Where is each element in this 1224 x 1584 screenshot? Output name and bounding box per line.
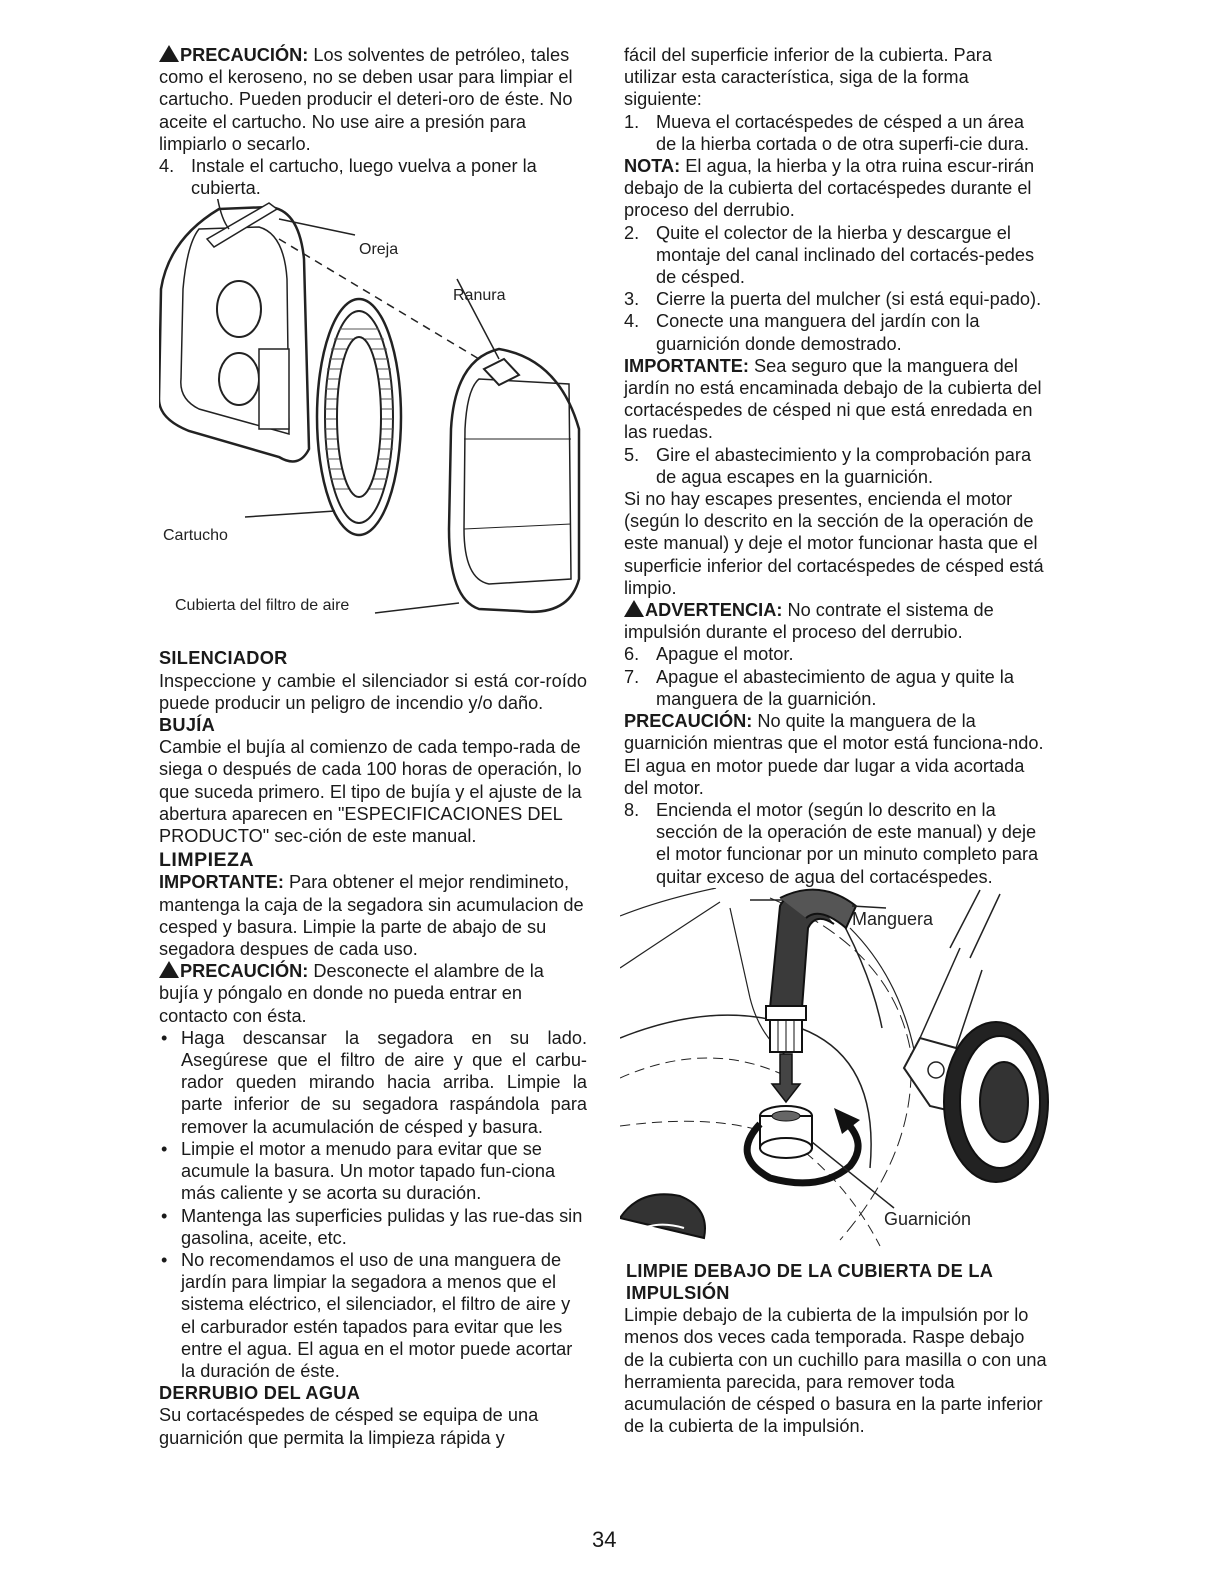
importante-label: IMPORTANTE: (624, 355, 749, 376)
hose-figure (620, 888, 1044, 1260)
step-text: Gire el abastecimiento y la comprobación para de agua escapes en la guarnición. (656, 444, 1032, 487)
step-text: Quite el colector de la hierba y descargue el montaje del canal inclinado del cortacés-pedes de césped. (656, 222, 1035, 288)
step-number: 4. (624, 311, 640, 332)
nota-text: El agua, la hierba y la otra ruina escur-rirán debajo de la cubierta del cortacéspedes durante el proceso del derrubio. (624, 156, 1035, 221)
derrubio-text: Su cortacéspedes de césped se equipa de una guarnición que permita la limpieza rápida y (159, 1405, 539, 1448)
bullet-text: Haga descansar la segadora en su lado. Asegúrese que el filtro de aire y que el carbu-rador queden mirando hacia arriba. Limpie la parte inferior de su segadora raspándola para remover la acumulación de césped y basura. (181, 1027, 587, 1137)
step-number: 8. (624, 799, 640, 820)
step-3 (624, 288, 1048, 310)
nota-paragraph (624, 155, 1048, 222)
precaucion-text: No quite la manguera de la guarnición mientras que el motor está funciona-ndo. El agua en motor puede dar lugar a vida acortada del motor. (624, 711, 1044, 798)
label-cubierta-filtro: Cubierta del filtro de aire (175, 597, 350, 615)
precaution-text: Desconecte el alambre de la bujía y póngalo en donde no pueda entrar en contacto con ésta. (159, 961, 544, 1026)
bullet-marker: • (161, 1138, 168, 1159)
precaution-label: PRECAUCIÓN: (180, 961, 309, 982)
bullet-marker: • (161, 1249, 168, 1270)
label-manguera: Manguera (852, 908, 934, 929)
importante-text: Para obtener el mejor rendimineto, mantenga la caja de la segadora sin acumulacion de cesped y basura. Limpie la parte de abajo de su segadora despues de cada uso. (159, 872, 584, 960)
precaucion-paragraph (624, 710, 1048, 799)
advertencia-text: No contrate el sistema de impulsión durante el proceso del derrubio. (624, 600, 994, 643)
label-ranura: Ranura (453, 287, 506, 305)
step-text: Apague el motor. (656, 644, 794, 665)
importante-paragraph (159, 871, 587, 960)
precaution-2-paragraph (159, 960, 587, 1027)
warning-triangle-icon (159, 45, 179, 62)
importante-text: Sea seguro que la manguera del jardín no está encaminada debajo de la cubierta del cortacéspedes de césped ni que está enredada en las ruedas. (624, 355, 1042, 443)
warning-triangle-icon (624, 600, 644, 617)
step-number: 5. (624, 444, 640, 465)
advertencia-paragraph (624, 599, 1048, 643)
precaution-paragraph (159, 44, 587, 155)
silenciador-heading: SILENCIADOR (159, 648, 288, 669)
step-1 (624, 111, 1048, 155)
step-text: Apague el abastecimiento de agua y quite la manguera de la guarnición. (656, 666, 1014, 709)
air-filter-figure (159, 199, 587, 647)
motor-paragraph: Si no hay escapes presentes, encienda el motor (según lo descrito en la sección de la operación de este manual) y deje el motor funcionar hasta que el superficie inferior del cortacéspedes de césped está limpio. (624, 489, 1044, 598)
limpie-text: Limpie debajo de la cubierta de la impulsión por lo menos dos veces cada temporada. Raspe debajo de la cubierta con un cuchillo para masilla o con una herramienta parecida, para remover toda acumulación de césped o basura en la parte inferior de la cubierta de la impulsión. (624, 1305, 1047, 1437)
bujia-heading: BUJÍA (159, 715, 216, 736)
step-text: Instale el cartucho, luego vuelva a poner la cubierta. (191, 156, 537, 199)
label-cartucho: Cartucho (163, 527, 228, 545)
nota-label: NOTA: (624, 156, 681, 177)
importante-paragraph (624, 355, 1048, 444)
step-number: 3. (624, 289, 640, 310)
step-number: 2. (624, 222, 640, 243)
importante-label: IMPORTANTE: (159, 872, 284, 893)
step-8 (624, 799, 1048, 888)
bullet-item (159, 1249, 587, 1382)
step-5 (624, 444, 1048, 488)
left-column (159, 44, 587, 1449)
limpie-heading: LIMPIE DEBAJO DE LA CUBIERTA DE LA IMPULSIÓN (626, 1260, 993, 1303)
step-text: Cierre la puerta del mulcher (si está equi-pado). (656, 289, 1042, 310)
precaution-label: PRECAUCIÓN: (180, 45, 309, 65)
advertencia-label: ADVERTENCIA: (645, 600, 783, 621)
step-text: Encienda el motor (según lo descrito en la sección de la operación de este manual) y deje el motor funcionar por un minuto completo para quitar exceso de agua del cortacéspedes. (656, 799, 1039, 887)
bujia-text: Cambie el bujía al comienzo de cada tempo-rada de siega o después de cada 100 horas de operación, lo que suceda primero. El tipo de bujía y el ajuste de la abertura aparecen en "ESPECIFICACIONES DEL PRODUCTO" sec-ción de este manual. (159, 737, 582, 847)
bullet-marker: • (161, 1205, 168, 1226)
bullet-text: No recomendamos el uso de una manguera de jardín para limpiar la segadora a menos que el sistema eléctrico, el silenciador, el filtro de aire y el carburador estén tapados para evitar que les entre el agua. El agua en el motor puede acortar la duración de éste. (181, 1249, 573, 1381)
warning-triangle-icon (159, 961, 179, 978)
bullet-item (159, 1027, 587, 1138)
step-6 (624, 643, 1048, 665)
hose-connection-illustration (620, 888, 1050, 1260)
label-oreja: Oreja (359, 241, 399, 259)
step-text: Conecte una manguera del jardín con la guarnición donde demostrado. (656, 311, 980, 354)
intro-text: fácil del superficie inferior de la cubierta. Para utilizar esta característica, siga de la forma siguiente: (624, 45, 992, 110)
precaucion-label: PRECAUCIÓN: (624, 711, 753, 732)
precaution-text: Los solventes de petróleo, tales como el keroseno, no se deben usar para limpiar el cartucho. Pueden producir el deteri-oro de éste. No aceite el cartucho. No use aire a presión para limpiarlo o secarlo. (159, 45, 573, 154)
bullet-text: Limpie el motor a menudo para evitar que se acumule la basura. Un motor tapado fun-ciona más caliente y se acorta su duración. (181, 1138, 556, 1204)
step-number: 4. (159, 156, 175, 177)
step-4 (159, 155, 587, 199)
step-number: 6. (624, 644, 640, 665)
silenciador-text: Inspeccione y cambie el silenciador si está cor-roído puede producir un peligro de incendio y/o daño. (159, 670, 587, 713)
step-text: Mueva el cortacéspedes de césped a un área de la hierba cortada o de otra superfi-cie dura. (656, 111, 1030, 154)
derrubio-heading: DERRUBIO DEL AGUA (159, 1383, 361, 1404)
step-2 (624, 222, 1048, 289)
bullet-marker: • (161, 1027, 168, 1048)
bullet-text: Mantenga las superficies pulidas y las rue-das sin gasolina, aceite, etc. (181, 1205, 583, 1248)
step-7 (624, 666, 1048, 710)
label-guarnicion: Guarnición (884, 1208, 972, 1229)
right-column (624, 44, 1048, 1437)
step-4 (624, 310, 1048, 354)
bullet-item (159, 1138, 587, 1205)
step-number: 1. (624, 111, 640, 132)
page-number: 34 (592, 1527, 617, 1552)
step-number: 7. (624, 666, 640, 687)
bullet-item (159, 1205, 587, 1249)
air-filter-illustration (159, 199, 587, 647)
limpieza-heading: LIMPIEZA (159, 849, 254, 872)
